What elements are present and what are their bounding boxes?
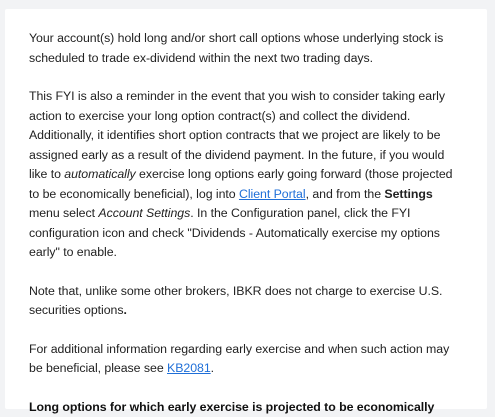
kb2081-link[interactable]: KB2081 bbox=[167, 361, 211, 375]
reminder-emphasis-automatically: automatically bbox=[64, 167, 135, 181]
reminder-text-3: , and from the bbox=[306, 187, 385, 201]
reminder-text-2: exercise long options early going forward (those projected to be economically beneficial), log into bbox=[29, 167, 452, 201]
settings-menu-label: Settings bbox=[384, 187, 432, 201]
section-heading-long-options: Long options for which early exercise is projected to be economically bbox=[29, 398, 465, 417]
reminder-text-4: menu select bbox=[29, 206, 98, 220]
no-charge-text: Note that, unlike some other brokers, IBKR does not charge to exercise U.S. securities options bbox=[29, 284, 442, 318]
additional-info-text: For additional information regarding early exercise and when such action may be beneficial, please see bbox=[29, 342, 449, 376]
additional-info-end: . bbox=[211, 361, 214, 375]
reminder-text-5: . In the Configuration panel, click the FYI configuration icon and check "Dividends - Automatically exercise my options early" to enable. bbox=[29, 206, 440, 259]
paragraph-intro: Your account(s) hold long and/or short call options whose underlying stock is scheduled to trade ex-dividend within the next two trading days. bbox=[29, 29, 465, 68]
paragraph-no-charge bbox=[29, 282, 465, 321]
message-body bbox=[5, 9, 487, 409]
client-portal-link[interactable]: Client Portal bbox=[239, 187, 306, 201]
paragraph-reminder bbox=[29, 87, 465, 263]
reminder-text-1: This FYI is also a reminder in the event that you wish to consider taking early action to exercise your long option contract(s) and collect the dividend. Additionally, it identifies short option contracts that we project are likely to be assigned early as a result of the dividend payment. In the future, if you would like to bbox=[29, 89, 445, 181]
no-charge-period: . bbox=[123, 303, 126, 317]
account-settings-label: Account Settings bbox=[98, 206, 190, 220]
paragraph-additional-info bbox=[29, 340, 465, 379]
